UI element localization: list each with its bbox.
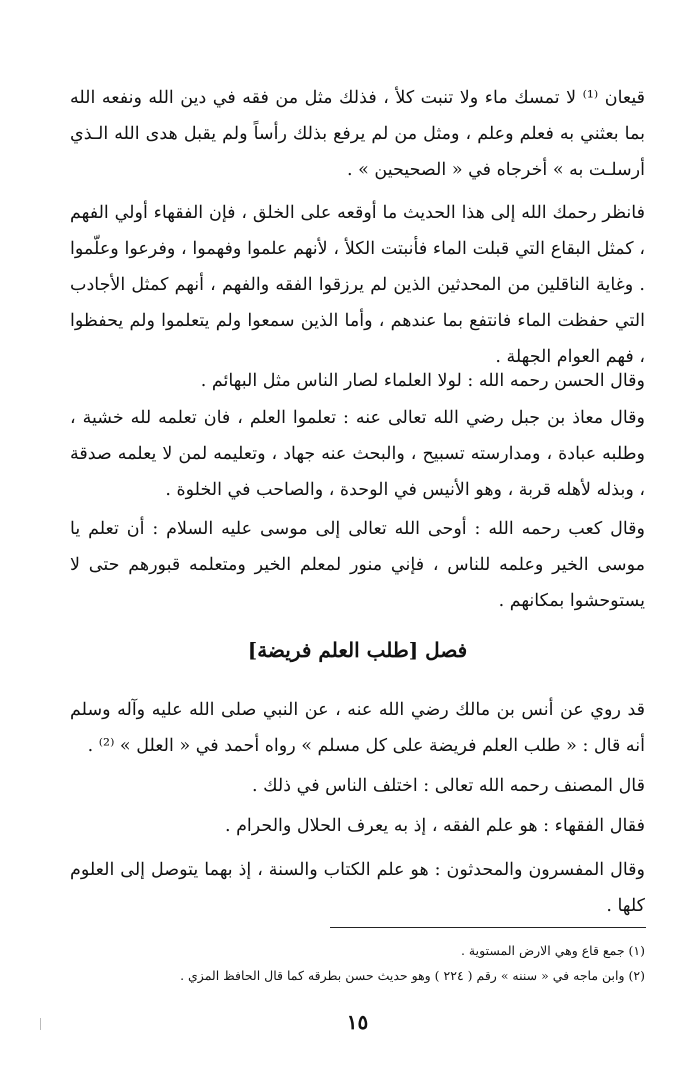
paragraph-commentary: فانظر رحمك الله إلى هذا الحديث ما أوقعه على الخلق ، فإن الفقهاء أولي الفهم ، كمثل البقاع التي قبلت الماء فأنبتت الكلأ ، لأنهم علموا وفهموا ، وفرعوا وعلّموا . وغاية الناقلين من المحدثين الذين لم يرزقوا الفقه والفهم ، أنهم كمثل الأجادب التي حفظت الماء فانتفع بما عندهم ، وأما الذين سمعوا ولم يتعلموا ولم يحفظوا ، فهم العوام الجهلة . <box>70 203 645 367</box>
paragraph-anas-hadith: قد روي عن أنس بن مالك رضي الله عنه ، عن النبي صلى الله عليه وآله وسلم أنه قال : « طلب العلم فريضة على كل مسلم » رواه أحمد في « العلل » ⁽²⁾ . <box>70 700 645 756</box>
footnote-1: (١) جمع قاع وهي الارض المستوية . <box>460 943 645 958</box>
paragraph-hadith-ending: قيعان ⁽¹⁾ لا تمسك ماء ولا تنبت كلأ ، فذلك مثل من فقه في دين الله ونفعه الله بما بعثني به فعلم وعلم ، ومثل من لم يرفع بذلك رأساً ولم يقبل هدى الله الـذي أرسلـت به » أخرجاه في « الصحيحين » . <box>70 88 645 180</box>
paragraph-author-statement: قال المصنف رحمه الله تعالى : اختلف الناس في ذلك . <box>252 776 645 796</box>
paragraph-muadh-quote: وقال معاذ بن جبل رضي الله تعالى عنه : تعلموا العلم ، فان تعلمه لله خشية ، وطلبه عبادة ، ومدارسته تسبيح ، والبحث عنه جهاد ، وتعليمه لمن لا يعلمه صدقة ، وبذله لأهله قربة ، وهو الأنيس في الوحدة ، والصاحب في الخلوة . <box>70 408 645 500</box>
book-page <box>70 0 645 1084</box>
footnotes-list <box>70 938 645 988</box>
page-number: ١٥ <box>346 1010 369 1034</box>
footnote-divider <box>330 927 646 928</box>
footnote-2: (٢) وابن ماجه في « سننه » رقم ( ٢٢٤ ) وهو حديث حسن بطرقه كما قال الحافظ المزي . <box>180 968 645 983</box>
section-heading: فصل [طلب العلم فريضة] <box>247 638 468 662</box>
paragraph-exegetes-view: وقال المفسرون والمحدثون : هو علم الكتاب والسنة ، إذ بهما يتوصل إلى العلوم كلها . <box>70 860 645 916</box>
paragraph-kaab-quote: وقال كعب رحمه الله : أوحى الله تعالى إلى موسى عليه السلام : أن تعلم يا موسى الخير وعلمه للناس ، فإني منور لمعلم الخير ومتعلمه قبورهم حتى لا يستوحشوا بمكانهم . <box>70 519 645 611</box>
scan-margin-mark <box>40 1018 41 1030</box>
paragraph-jurists-view: فقال الفقهاء : هو علم الفقه ، إذ به يعرف الحلال والحرام . <box>224 816 645 836</box>
paragraph-hasan-quote: وقال الحسن رحمه الله : لولا العلماء لصار الناس مثل البهائم . <box>200 371 645 391</box>
